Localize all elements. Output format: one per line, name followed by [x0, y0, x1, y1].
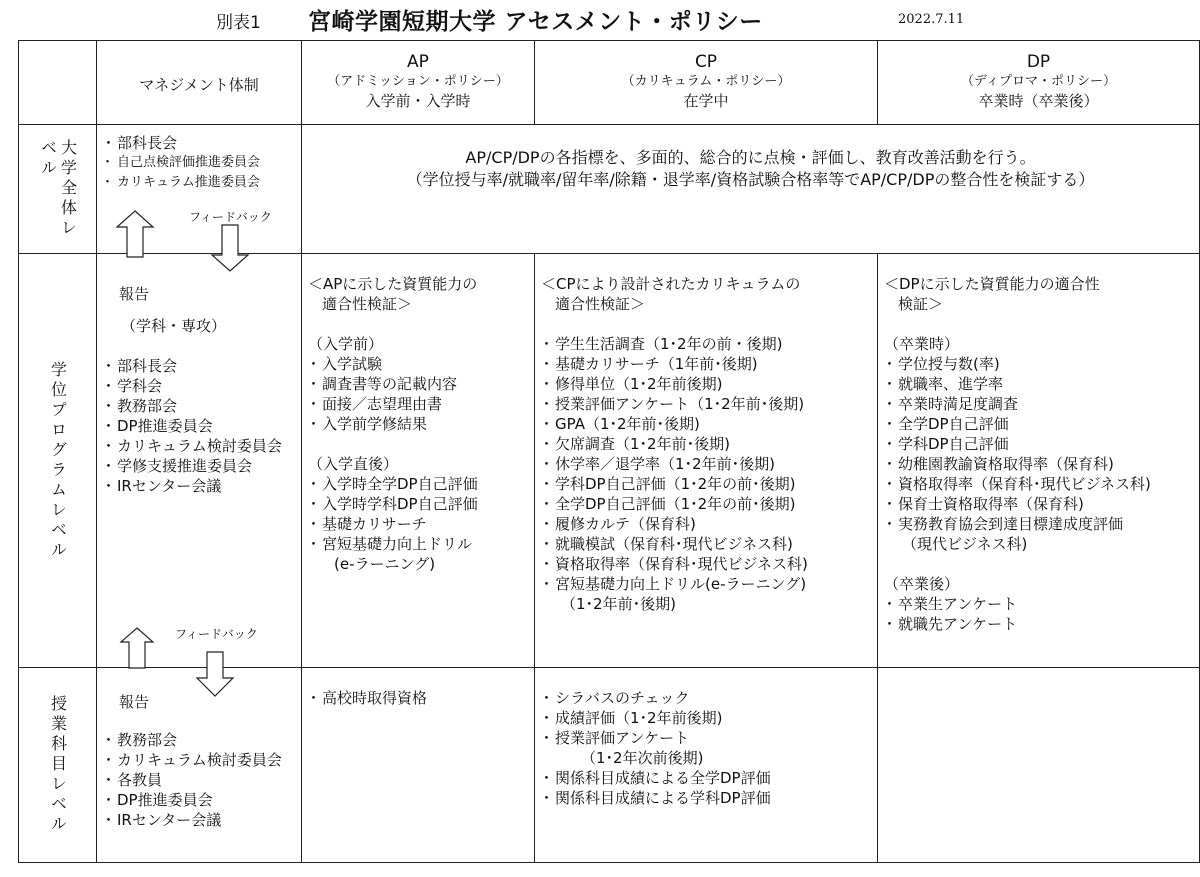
- univ-mgmt-cell: [97, 125, 302, 254]
- course-ap-list: [308, 688, 534, 708]
- cp-name: （カリキュラム・ポリシー）: [621, 74, 791, 89]
- ap-after-continuation: (e-ラーニング): [334, 555, 436, 573]
- list-item: ・ 教務部会: [103, 396, 282, 416]
- univ-level-label: 大学全体レベル: [38, 139, 78, 239]
- cp-code: CP: [694, 52, 718, 72]
- list-item: ・ 実務教育協会到達目標達成度評価: [884, 514, 1199, 534]
- list-item: ・ 入学試験: [308, 354, 534, 374]
- list-item: ・ 入学時全学DP自己評価: [308, 474, 534, 494]
- course-dp-cell: [878, 668, 1200, 863]
- cp-timing: 在学中: [683, 92, 729, 110]
- list-item: ・ 面接／志望理由書: [308, 394, 534, 414]
- ap-before-label: （入学前）: [308, 335, 384, 353]
- university-level-row: [19, 125, 1200, 254]
- program-level-row: [19, 254, 1200, 668]
- report-up-arrow-icon: [119, 626, 155, 670]
- dp-grad-continuation: （現代ビジネス科): [902, 535, 1028, 553]
- feedback-down-arrow-icon: [195, 650, 235, 698]
- list-item: ・ 入学時学科DP自己評価: [308, 494, 534, 514]
- dp-code: DP: [1026, 52, 1051, 72]
- list-item: ・ 学科DP自己評価: [884, 434, 1199, 454]
- course-level-row: [19, 668, 1200, 863]
- list-item: ・ 保育士資格取得率（保育科): [884, 494, 1199, 514]
- report-up-arrow-icon: [115, 209, 155, 259]
- dp-grad-label: （卒業時）: [884, 335, 960, 353]
- program-mgmt-list: [103, 356, 282, 496]
- list-item: ・ 学修支援推進委員会: [103, 456, 282, 476]
- dp-name: （ディプロマ・ポリシー）: [961, 74, 1116, 89]
- list-item: ・ 就職率、進学率: [884, 374, 1199, 394]
- list-item: ・ 宮短基礎力向上ドリル: [308, 534, 534, 554]
- list-item: ・ 就職模試（保育科･現代ビジネス科): [541, 534, 877, 554]
- cp-header: [535, 41, 878, 125]
- list-item: ・ 資格取得率（保育科･現代ビジネス科): [884, 474, 1199, 494]
- list-item: ・ カリキュラム検討委員会: [103, 436, 282, 456]
- feedback-label: フィードバック: [175, 627, 258, 641]
- dp-timing: 卒業時（卒業後）: [978, 92, 1099, 110]
- list-item: ・ 自己点検評価推進委員会: [103, 153, 301, 173]
- course-mgmt-list: [103, 730, 282, 830]
- feedback-label: フィードバック: [189, 210, 272, 224]
- mgmt-header: [97, 41, 302, 125]
- dp-heading-1: ＜DPに示した資質能力の適合性: [884, 275, 1100, 293]
- univ-summary-cell: [302, 125, 1200, 254]
- program-dp-cell: [878, 254, 1200, 668]
- univ-summary-line2: （学位授与率/就職率/留年率/除籍・退学率/資格試験合格率等でAP/CP/DPの整合性を検証する）: [406, 170, 1095, 189]
- list-item: ・ 修得単位（1･2年前後期): [541, 374, 877, 394]
- list-item: ・ シラバスのチェック: [541, 688, 877, 708]
- dept-label: （学科・専攻）: [121, 317, 227, 335]
- mgmt-header-text: マネジメント体制: [139, 76, 259, 94]
- ap-timing: 入学前・入学時: [365, 92, 471, 110]
- cp-heading-2: 適合性検証＞: [555, 295, 646, 313]
- list-item: ・ 教務部会: [103, 730, 282, 750]
- cp-heading-1: ＜CPにより設計されたカリキュラムの: [541, 275, 801, 293]
- list-item: ・ 入学前学修結果: [308, 414, 534, 434]
- dp-post-list: [884, 594, 1199, 634]
- list-item: ・ 基礎カリサーチ（1年前･後期): [541, 354, 877, 374]
- course-level-label: 授業科目レベル: [48, 695, 68, 835]
- list-item: ・ 部科長会: [103, 356, 282, 376]
- corner-cell: [19, 41, 97, 125]
- dp-heading-2: 検証＞: [898, 295, 944, 313]
- ap-heading-1: ＜APに示した資質能力の: [308, 275, 478, 293]
- list-item: ・ 履修カルテ（保育科): [541, 514, 877, 534]
- list-item: ・ 基礎カリサーチ: [308, 514, 534, 534]
- document-date: 2022.7.11: [898, 12, 965, 27]
- ap-header: [302, 41, 535, 125]
- list-item: ・ DP推進委員会: [103, 416, 282, 436]
- univ-summary-line1: AP/CP/DPの各指標を、多面的、総合的に点検・評価し、教育改善活動を行う。: [465, 148, 1036, 167]
- list-item: ・ 全学DP自己評価（1･2年の前･後期): [541, 494, 877, 514]
- ap-code: AP: [407, 52, 429, 72]
- list-item: ・ 卒業生アンケート: [884, 594, 1199, 614]
- list-item: ・ 学位授与数(率): [884, 354, 1199, 374]
- list-item: ・ 学科DP自己評価（1･2年の前･後期): [541, 474, 877, 494]
- list-item: ・ 幼稚園教諭資格取得率（保育科): [884, 454, 1199, 474]
- ap-heading-2: 適合性検証＞: [322, 295, 413, 313]
- program-ap-cell: [302, 254, 535, 668]
- univ-label-cell: [19, 125, 97, 254]
- list-item: ・ IRセンター会議: [103, 476, 282, 496]
- ap-before-list: [308, 354, 534, 434]
- list-item: ・ 授業評価アンケート: [541, 728, 877, 748]
- list-item: ・ 部科長会: [103, 133, 301, 153]
- list-item: ・ 卒業時満足度調査: [884, 394, 1199, 414]
- list-item: ・ 就職先アンケート: [884, 614, 1199, 634]
- assessment-policy-table: [18, 40, 1200, 863]
- header-row: [19, 41, 1200, 125]
- list-item: ・ 関係科目成績による学科DP評価: [541, 788, 877, 808]
- list-item: ・ 調査書等の記載内容: [308, 374, 534, 394]
- program-label-cell: [19, 254, 97, 668]
- list-item: ・ 関係科目成績による全学DP評価: [541, 768, 877, 788]
- ap-name: （アドミッション・ポリシー）: [327, 74, 509, 89]
- ap-after-list: [308, 474, 534, 554]
- page-header: [0, 0, 1200, 40]
- course-cp-list-2: [541, 768, 877, 808]
- cp-items-list: [541, 334, 877, 594]
- list-item: ・ 宮短基礎力向上ドリル(e-ラーニング): [541, 574, 877, 594]
- program-level-label: 学位プログラムレベル: [48, 360, 68, 561]
- program-mgmt-cell: [97, 254, 302, 668]
- list-item: ・ 全学DP自己評価: [884, 414, 1199, 434]
- appendix-label: 別表1: [216, 13, 261, 33]
- univ-mgmt-list: [103, 133, 301, 193]
- course-cp-continuation: （1･2年次前後期): [581, 749, 704, 767]
- list-item: ・ DP推進委員会: [103, 790, 282, 810]
- course-ap-cell: [302, 668, 535, 863]
- list-item: ・ 授業評価アンケート（1･2年前･後期): [541, 394, 877, 414]
- page-title: 宮崎学園短期大学 アセスメント・ポリシー: [308, 9, 763, 35]
- report-label: 報告: [119, 693, 150, 711]
- list-item: ・ 成績評価（1･2年前後期): [541, 708, 877, 728]
- list-item: ・ カリキュラム推進委員会: [103, 173, 301, 193]
- list-item: ・ GPA（1･2年前･後期): [541, 414, 877, 434]
- list-item: ・ 高校時取得資格: [308, 688, 534, 708]
- course-label-cell: [19, 668, 97, 863]
- report-label: 報告: [119, 285, 150, 303]
- list-item: ・ 各教員: [103, 770, 282, 790]
- program-cp-cell: [535, 254, 878, 668]
- list-item: ・ 欠席調査（1･2年前･後期): [541, 434, 877, 454]
- list-item: ・ IRセンター会議: [103, 810, 282, 830]
- dp-post-label: （卒業後）: [884, 575, 960, 593]
- cp-items-continuation: （1･2年前･後期): [561, 595, 676, 613]
- ap-after-label: （入学直後）: [308, 455, 399, 473]
- list-item: ・ カリキュラム検討委員会: [103, 750, 282, 770]
- list-item: ・ 学科会: [103, 376, 282, 396]
- course-mgmt-cell: [97, 668, 302, 863]
- dp-grad-list: [884, 354, 1199, 534]
- course-cp-list: [541, 688, 877, 748]
- dp-header: [878, 41, 1200, 125]
- list-item: ・ 学生生活調査（1･2年の前・後期): [541, 334, 877, 354]
- list-item: ・ 休学率／退学率（1･2年前･後期): [541, 454, 877, 474]
- list-item: ・ 資格取得率（保育科･現代ビジネス科): [541, 554, 877, 574]
- course-cp-cell: [535, 668, 878, 863]
